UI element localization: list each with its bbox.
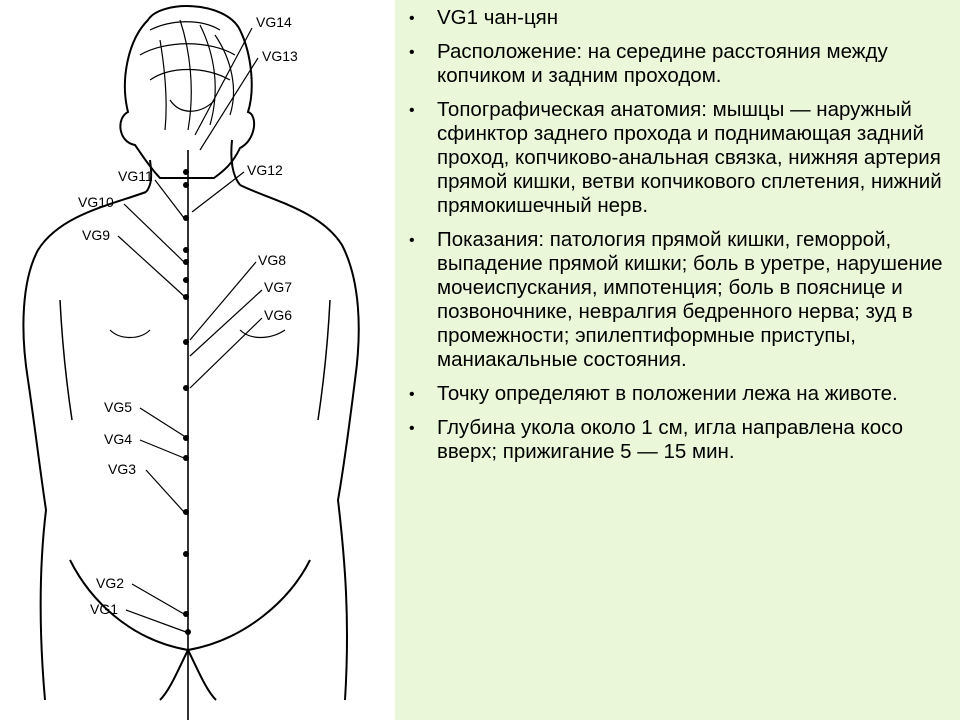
bullet-icon: • xyxy=(409,44,415,61)
label-vg3: VG3 xyxy=(108,461,137,477)
label-vg9: VG9 xyxy=(82,227,111,243)
label-vg14: VG14 xyxy=(256,14,292,30)
label-vg12: VG12 xyxy=(247,162,283,178)
neck-outline xyxy=(146,140,240,192)
bullet-text: VG1 чан-цян xyxy=(437,6,559,29)
bullet-text: Топографическая анатомия: мышцы — наружный сфинктор заднего прохода и поднимающая задний проход, копчиково-анальная связка, нижняя артерия прямой кишки, ветви копчикового сплетения, нижний прямокишечный нерв. xyxy=(437,98,942,217)
label-vg10: VG10 xyxy=(78,194,114,210)
label-vg13: VG13 xyxy=(262,48,298,64)
bullet-text: Точку определяют в положении лежа на животе. xyxy=(437,382,898,405)
bullet-icon: • xyxy=(409,232,415,249)
back-acupuncture-figure xyxy=(0,0,395,720)
label-vg6: VG6 xyxy=(264,307,293,323)
bullet-text: Расположение: на середине расстояния между копчиком и задним проходом. xyxy=(437,40,888,87)
bullet-item-indications xyxy=(405,228,950,372)
bullet-item-position xyxy=(405,382,950,406)
bullet-text: Глубина укола около 1 см, игла направлена косо вверх; прижигание 5 — 15 мин. xyxy=(437,416,903,463)
bullet-list xyxy=(405,6,950,474)
spine-points xyxy=(183,169,191,635)
label-vg2: VG2 xyxy=(96,575,125,591)
bullet-item-title xyxy=(405,6,950,30)
bullet-icon: • xyxy=(409,10,415,27)
figure-panel xyxy=(0,0,395,720)
label-vg5: VG5 xyxy=(104,399,133,415)
torso-outline xyxy=(23,185,358,700)
bullet-item-location xyxy=(405,40,950,88)
label-vg11: VG11 xyxy=(118,168,153,184)
bullet-icon: • xyxy=(409,420,415,437)
bullet-icon: • xyxy=(409,102,415,119)
bullet-item-anatomy xyxy=(405,98,950,218)
bullet-item-depth xyxy=(405,416,950,464)
bullet-text: Показания: патология прямой кишки, геморрой, выпадение прямой кишки; боль в уретре, нарушение мочеиспускания, импотенция; боль в пояснице и позвоночнике, невралгия бедренного нерва; зуд в промежности; эпилептиформные приступы, маниакальные состояния. xyxy=(437,228,943,371)
label-vg7: VG7 xyxy=(264,279,293,295)
label-vg8: VG8 xyxy=(258,252,287,268)
label-vg4: VG4 xyxy=(104,431,133,447)
hair-lines xyxy=(140,20,235,130)
label-vg1: VG1 xyxy=(90,601,119,617)
bullet-icon: • xyxy=(409,386,415,403)
text-panel xyxy=(395,0,960,720)
